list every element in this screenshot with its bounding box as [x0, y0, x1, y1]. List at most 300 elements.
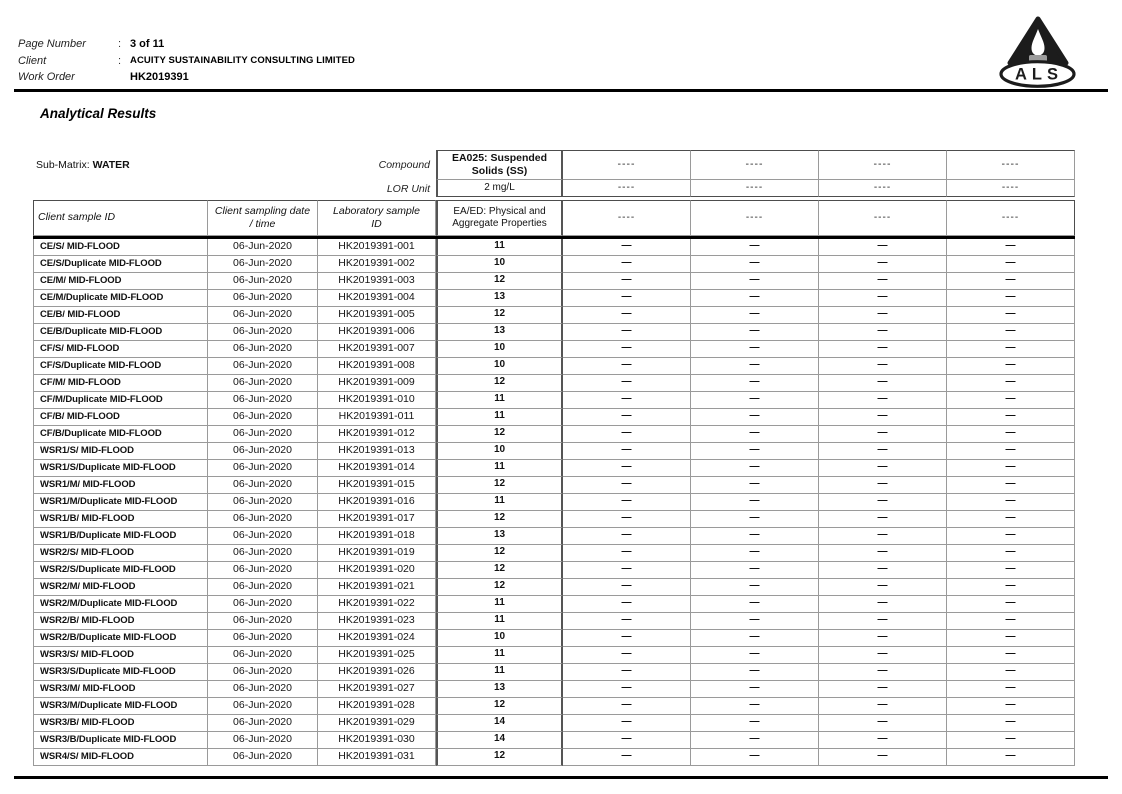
- empty-result-cell: —: [947, 511, 1075, 528]
- table-row: [33, 647, 1075, 664]
- laboratory-sample-id-cell: HK2019391-028: [318, 698, 436, 715]
- empty-result-cell: —: [691, 630, 819, 647]
- empty-result-cell: —: [691, 256, 819, 273]
- client-sampling-date-cell: 06-Jun-2020: [208, 256, 318, 273]
- empty-result-cell: —: [691, 239, 819, 256]
- empty-result-cell: —: [563, 511, 691, 528]
- result-cell: 13: [436, 681, 563, 698]
- empty-result-cell: —: [691, 392, 819, 409]
- compound-name-cell: ----: [947, 150, 1075, 180]
- client-sampling-date-cell: 06-Jun-2020: [208, 545, 318, 562]
- empty-result-cell: —: [563, 749, 691, 766]
- empty-result-cell: —: [563, 681, 691, 698]
- sub-matrix-label: Sub-Matrix:: [36, 159, 90, 171]
- empty-result-cell: —: [819, 545, 947, 562]
- empty-result-cell: —: [947, 324, 1075, 341]
- empty-result-cell: —: [563, 392, 691, 409]
- empty-result-cell: —: [691, 443, 819, 460]
- als-logo-text: ALS: [1015, 65, 1063, 84]
- client-sampling-date-cell: 06-Jun-2020: [208, 324, 318, 341]
- empty-result-cell: —: [691, 409, 819, 426]
- empty-result-cell: —: [691, 341, 819, 358]
- empty-result-cell: —: [947, 681, 1075, 698]
- client-line: [18, 53, 355, 70]
- empty-result-cell: —: [947, 256, 1075, 273]
- empty-result-cell: —: [691, 596, 819, 613]
- empty-result-cell: —: [819, 460, 947, 477]
- table-row: [33, 562, 1075, 579]
- empty-result-cell: —: [691, 528, 819, 545]
- sampling-date-header-line1: Client sampling date: [214, 204, 311, 217]
- table-row: [33, 630, 1075, 647]
- empty-result-cell: —: [563, 698, 691, 715]
- result-cell: 12: [436, 511, 563, 528]
- empty-result-cell: —: [563, 443, 691, 460]
- empty-result-cell: —: [691, 375, 819, 392]
- client-sampling-date-cell: 06-Jun-2020: [208, 239, 318, 256]
- table-row: [33, 392, 1075, 409]
- client-sample-id-cell: CE/B/Duplicate MID-FLOOD: [33, 324, 208, 341]
- client-sample-id-cell: WSR2/S/Duplicate MID-FLOOD: [33, 562, 208, 579]
- laboratory-sample-id-cell: HK2019391-025: [318, 647, 436, 664]
- lor-row-label: LOR Unit: [386, 182, 430, 195]
- method-group-cell: ----: [819, 200, 947, 236]
- table-row: [33, 545, 1075, 562]
- method-group-cell: EA/ED: Physical and Aggregate Properties: [436, 200, 563, 236]
- empty-result-cell: —: [819, 647, 947, 664]
- als-logo: [998, 14, 1076, 88]
- empty-result-cell: —: [819, 375, 947, 392]
- empty-result-cell: —: [819, 664, 947, 681]
- empty-result-cell: —: [947, 579, 1075, 596]
- client-sample-id-cell: WSR1/S/ MID-FLOOD: [33, 443, 208, 460]
- result-cell: 12: [436, 579, 563, 596]
- empty-result-cell: —: [563, 545, 691, 562]
- result-cell: 12: [436, 749, 563, 766]
- table-row: [33, 528, 1075, 545]
- result-cell: 11: [436, 664, 563, 681]
- client-sample-id-cell: CF/M/ MID-FLOOD: [33, 375, 208, 392]
- empty-result-cell: —: [947, 596, 1075, 613]
- empty-result-cell: —: [819, 630, 947, 647]
- table-row: [33, 511, 1075, 528]
- client-sample-id-cell: CF/S/Duplicate MID-FLOOD: [33, 358, 208, 375]
- empty-result-cell: —: [691, 698, 819, 715]
- empty-result-cell: —: [819, 579, 947, 596]
- sub-matrix-value: WATER: [92, 159, 130, 171]
- laboratory-sample-id-cell: HK2019391-030: [318, 732, 436, 749]
- client-sampling-date-cell: 06-Jun-2020: [208, 647, 318, 664]
- client-sample-id-cell: WSR1/M/Duplicate MID-FLOOD: [33, 494, 208, 511]
- work-order-label: Work Order: [18, 71, 75, 84]
- compound-name-cell: ----: [563, 150, 691, 180]
- empty-result-cell: —: [947, 749, 1075, 766]
- client-sample-id-cell: WSR3/M/Duplicate MID-FLOOD: [33, 698, 208, 715]
- empty-result-cell: —: [691, 290, 819, 307]
- method-group-cell: ----: [691, 200, 819, 236]
- laboratory-sample-id-cell: HK2019391-011: [318, 409, 436, 426]
- result-cell: 11: [436, 596, 563, 613]
- empty-result-cell: —: [691, 273, 819, 290]
- empty-result-cell: —: [563, 460, 691, 477]
- empty-result-cell: —: [819, 749, 947, 766]
- empty-result-cell: —: [819, 698, 947, 715]
- laboratory-sample-id-cell: HK2019391-005: [318, 307, 436, 324]
- table-row: [33, 239, 1075, 256]
- empty-result-cell: —: [691, 613, 819, 630]
- empty-result-cell: —: [947, 273, 1075, 290]
- empty-result-cell: —: [691, 579, 819, 596]
- empty-result-cell: —: [947, 443, 1075, 460]
- empty-result-cell: —: [947, 613, 1075, 630]
- laboratory-sample-id-cell: HK2019391-029: [318, 715, 436, 732]
- table-row: [33, 596, 1075, 613]
- empty-result-cell: —: [819, 409, 947, 426]
- client-sampling-date-cell: 06-Jun-2020: [208, 307, 318, 324]
- empty-result-cell: —: [819, 681, 947, 698]
- empty-result-cell: —: [819, 528, 947, 545]
- table-body: [33, 239, 1075, 766]
- empty-result-cell: —: [819, 426, 947, 443]
- client-sampling-date-cell: 06-Jun-2020: [208, 749, 318, 766]
- empty-result-cell: —: [947, 664, 1075, 681]
- empty-result-cell: —: [819, 596, 947, 613]
- laboratory-sample-id-cell: HK2019391-027: [318, 681, 436, 698]
- result-cell: 13: [436, 324, 563, 341]
- result-cell: 12: [436, 426, 563, 443]
- lor-unit-cell: 2 mg/L: [436, 180, 563, 197]
- results-table: [33, 150, 1075, 766]
- result-cell: 12: [436, 273, 563, 290]
- lab-sample-id-header-line2: ID: [371, 218, 382, 230]
- client-sample-id-cell: WSR4/S/ MID-FLOOD: [33, 749, 208, 766]
- client-sampling-date-cell: 06-Jun-2020: [208, 341, 318, 358]
- compound-name-cell: ----: [819, 150, 947, 180]
- table-row: [33, 749, 1075, 766]
- result-cell: 14: [436, 732, 563, 749]
- client-sample-id-cell: WSR2/B/Duplicate MID-FLOOD: [33, 630, 208, 647]
- empty-result-cell: —: [563, 528, 691, 545]
- laboratory-sample-id-cell: HK2019391-012: [318, 426, 436, 443]
- lor-unit-cell: ----: [563, 180, 691, 197]
- client-sample-id-cell: CF/M/Duplicate MID-FLOOD: [33, 392, 208, 409]
- client-sample-id-cell: CE/M/ MID-FLOOD: [33, 273, 208, 290]
- empty-result-cell: —: [691, 664, 819, 681]
- empty-result-cell: —: [819, 562, 947, 579]
- result-cell: 10: [436, 256, 563, 273]
- laboratory-sample-id-cell: HK2019391-019: [318, 545, 436, 562]
- sub-matrix: [36, 159, 130, 171]
- empty-result-cell: —: [563, 613, 691, 630]
- client-sampling-date-cell: 06-Jun-2020: [208, 375, 318, 392]
- laboratory-sample-id-cell: HK2019391-014: [318, 460, 436, 477]
- result-cell: 11: [436, 239, 563, 256]
- empty-result-cell: —: [947, 426, 1075, 443]
- empty-result-cell: —: [691, 545, 819, 562]
- empty-result-cell: —: [819, 732, 947, 749]
- client-sampling-date-cell: 06-Jun-2020: [208, 443, 318, 460]
- laboratory-sample-id-cell: HK2019391-008: [318, 358, 436, 375]
- client-sample-id-cell: CE/S/Duplicate MID-FLOOD: [33, 256, 208, 273]
- empty-result-cell: —: [563, 290, 691, 307]
- lor-unit-cell: ----: [947, 180, 1075, 197]
- table-row: [33, 443, 1075, 460]
- laboratory-sample-id-cell: HK2019391-003: [318, 273, 436, 290]
- section-title: Analytical Results: [40, 106, 157, 121]
- table-row: [33, 664, 1075, 681]
- result-cell: 10: [436, 443, 563, 460]
- table-row: [33, 375, 1075, 392]
- page-number-value: 3 of 11: [130, 38, 165, 51]
- empty-result-cell: —: [947, 375, 1075, 392]
- empty-result-cell: —: [947, 562, 1075, 579]
- page-header: [18, 36, 355, 86]
- result-cell: 12: [436, 375, 563, 392]
- laboratory-sample-id-cell: HK2019391-006: [318, 324, 436, 341]
- empty-result-cell: —: [947, 460, 1075, 477]
- empty-result-cell: —: [947, 307, 1075, 324]
- client-sample-id-cell: WSR3/S/Duplicate MID-FLOOD: [33, 664, 208, 681]
- client-sampling-date-cell: 06-Jun-2020: [208, 409, 318, 426]
- empty-result-cell: —: [947, 239, 1075, 256]
- client-sample-id-cell: CE/M/Duplicate MID-FLOOD: [33, 290, 208, 307]
- header-rule: [14, 89, 1108, 92]
- empty-result-cell: —: [563, 477, 691, 494]
- lor-unit-cell: ----: [819, 180, 947, 197]
- empty-result-cell: —: [563, 409, 691, 426]
- colon: :: [118, 38, 122, 51]
- client-sample-id-cell: WSR2/S/ MID-FLOOD: [33, 545, 208, 562]
- result-cell: 10: [436, 630, 563, 647]
- table-row: [33, 494, 1075, 511]
- client-sample-id-cell: WSR3/B/ MID-FLOOD: [33, 715, 208, 732]
- laboratory-sample-id-cell: HK2019391-023: [318, 613, 436, 630]
- result-cell: 11: [436, 494, 563, 511]
- client-sampling-date-cell: 06-Jun-2020: [208, 528, 318, 545]
- table-row: [33, 715, 1075, 732]
- empty-result-cell: —: [563, 307, 691, 324]
- table-row: [33, 732, 1075, 749]
- page-number-line: [18, 36, 355, 53]
- empty-result-cell: —: [691, 460, 819, 477]
- empty-result-cell: —: [691, 647, 819, 664]
- result-cell: 12: [436, 698, 563, 715]
- result-cell: 12: [436, 562, 563, 579]
- laboratory-sample-id-cell: HK2019391-020: [318, 562, 436, 579]
- empty-result-cell: —: [563, 630, 691, 647]
- page-number-label: Page Number: [18, 38, 86, 51]
- result-cell: 12: [436, 545, 563, 562]
- empty-result-cell: —: [947, 409, 1075, 426]
- table-row: [33, 324, 1075, 341]
- empty-result-cell: —: [691, 324, 819, 341]
- empty-result-cell: —: [819, 511, 947, 528]
- client-sample-id-cell: CE/B/ MID-FLOOD: [33, 307, 208, 324]
- client-sample-id-cell: CF/S/ MID-FLOOD: [33, 341, 208, 358]
- work-order-line: [18, 69, 355, 86]
- client-sampling-date-cell: 06-Jun-2020: [208, 426, 318, 443]
- client-sample-id-cell: WSR3/M/ MID-FLOOD: [33, 681, 208, 698]
- client-sampling-date-cell: 06-Jun-2020: [208, 596, 318, 613]
- result-cell: 13: [436, 290, 563, 307]
- empty-result-cell: —: [947, 732, 1075, 749]
- footer-rule: [14, 776, 1108, 779]
- empty-result-cell: —: [819, 324, 947, 341]
- empty-result-cell: —: [819, 477, 947, 494]
- client-sample-id-cell: WSR2/M/Duplicate MID-FLOOD: [33, 596, 208, 613]
- client-sample-id-cell: WSR1/M/ MID-FLOOD: [33, 477, 208, 494]
- empty-result-cell: —: [563, 715, 691, 732]
- lor-unit-row: [33, 180, 1075, 197]
- empty-result-cell: —: [563, 426, 691, 443]
- empty-result-cell: —: [563, 256, 691, 273]
- sampling-date-header-line2: / time: [249, 218, 276, 230]
- table-row: [33, 341, 1075, 358]
- compound-name-cell: EA025: Suspended Solids (SS): [436, 150, 563, 180]
- laboratory-sample-id-cell: HK2019391-024: [318, 630, 436, 647]
- empty-result-cell: —: [691, 732, 819, 749]
- empty-result-cell: —: [691, 749, 819, 766]
- client-sampling-date-cell: 06-Jun-2020: [208, 562, 318, 579]
- client-sample-id-cell: WSR1/B/Duplicate MID-FLOOD: [33, 528, 208, 545]
- compound-row-label: Compound: [378, 159, 430, 171]
- empty-result-cell: —: [819, 290, 947, 307]
- empty-result-cell: —: [947, 698, 1075, 715]
- client-sampling-date-cell: 06-Jun-2020: [208, 392, 318, 409]
- table-row: [33, 409, 1075, 426]
- empty-result-cell: —: [819, 715, 947, 732]
- client-sample-id-cell: WSR1/B/ MID-FLOOD: [33, 511, 208, 528]
- laboratory-sample-id-cell: HK2019391-004: [318, 290, 436, 307]
- empty-result-cell: —: [947, 715, 1075, 732]
- client-sample-id-cell: CF/B/Duplicate MID-FLOOD: [33, 426, 208, 443]
- client-sampling-date-cell: 06-Jun-2020: [208, 579, 318, 596]
- empty-result-cell: —: [819, 392, 947, 409]
- empty-result-cell: —: [691, 715, 819, 732]
- empty-result-cell: —: [691, 562, 819, 579]
- client-sample-id-header: Client sample ID: [33, 200, 208, 236]
- empty-result-cell: —: [563, 579, 691, 596]
- result-cell: 13: [436, 528, 563, 545]
- empty-result-cell: —: [819, 341, 947, 358]
- client-sample-id-cell: WSR2/M/ MID-FLOOD: [33, 579, 208, 596]
- empty-result-cell: —: [563, 664, 691, 681]
- result-cell: 14: [436, 715, 563, 732]
- laboratory-sample-id-cell: HK2019391-026: [318, 664, 436, 681]
- table-row: [33, 460, 1075, 477]
- empty-result-cell: —: [819, 613, 947, 630]
- table-row: [33, 613, 1075, 630]
- table-row: [33, 579, 1075, 596]
- empty-result-cell: —: [563, 273, 691, 290]
- laboratory-sample-id-cell: HK2019391-010: [318, 392, 436, 409]
- empty-result-cell: —: [819, 256, 947, 273]
- client-sampling-date-cell: 06-Jun-2020: [208, 460, 318, 477]
- empty-result-cell: —: [947, 494, 1075, 511]
- lab-sample-id-header: [318, 200, 436, 236]
- table-row: [33, 681, 1075, 698]
- table-row: [33, 477, 1075, 494]
- client-sampling-date-cell: 06-Jun-2020: [208, 477, 318, 494]
- client-sample-id-cell: CE/S/ MID-FLOOD: [33, 239, 208, 256]
- empty-result-cell: —: [691, 494, 819, 511]
- empty-result-cell: —: [563, 732, 691, 749]
- client-sampling-date-cell: 06-Jun-2020: [208, 273, 318, 290]
- client-sample-id-cell: WSR3/B/Duplicate MID-FLOOD: [33, 732, 208, 749]
- table-row: [33, 273, 1075, 290]
- client-value: ACUITY SUSTAINABILITY CONSULTING LIMITED: [130, 55, 355, 67]
- result-cell: 12: [436, 307, 563, 324]
- lab-sample-id-header-line1: Laboratory sample: [333, 204, 420, 217]
- lor-label-area: [33, 180, 436, 197]
- laboratory-sample-id-cell: HK2019391-009: [318, 375, 436, 392]
- empty-result-cell: —: [691, 477, 819, 494]
- laboratory-sample-id-cell: HK2019391-016: [318, 494, 436, 511]
- result-cell: 11: [436, 392, 563, 409]
- empty-result-cell: —: [947, 545, 1075, 562]
- empty-result-cell: —: [563, 341, 691, 358]
- client-sampling-date-cell: 06-Jun-2020: [208, 613, 318, 630]
- empty-result-cell: —: [819, 273, 947, 290]
- laboratory-sample-id-cell: HK2019391-015: [318, 477, 436, 494]
- client-sample-id-cell: WSR1/S/Duplicate MID-FLOOD: [33, 460, 208, 477]
- empty-result-cell: —: [563, 596, 691, 613]
- work-order-value: HK2019391: [130, 71, 189, 84]
- empty-result-cell: —: [947, 392, 1075, 409]
- empty-result-cell: —: [819, 239, 947, 256]
- empty-result-cell: —: [691, 681, 819, 698]
- empty-result-cell: —: [947, 341, 1075, 358]
- client-sampling-date-cell: 06-Jun-2020: [208, 494, 318, 511]
- laboratory-sample-id-cell: HK2019391-001: [318, 239, 436, 256]
- empty-result-cell: —: [691, 511, 819, 528]
- client-sampling-date-cell: 06-Jun-2020: [208, 732, 318, 749]
- client-sampling-date-cell: 06-Jun-2020: [208, 664, 318, 681]
- empty-result-cell: —: [947, 528, 1075, 545]
- laboratory-sample-id-cell: HK2019391-007: [318, 341, 436, 358]
- lor-unit-cell: ----: [691, 180, 819, 197]
- empty-result-cell: —: [819, 358, 947, 375]
- table-row: [33, 307, 1075, 324]
- result-cell: 10: [436, 358, 563, 375]
- laboratory-sample-id-cell: HK2019391-017: [318, 511, 436, 528]
- empty-result-cell: —: [563, 562, 691, 579]
- colon: :: [118, 54, 122, 67]
- client-sample-id-cell: CF/B/ MID-FLOOD: [33, 409, 208, 426]
- client-sampling-date-cell: 06-Jun-2020: [208, 358, 318, 375]
- client-label: Client: [18, 54, 47, 67]
- compound-name-cell: ----: [691, 150, 819, 180]
- result-cell: 11: [436, 409, 563, 426]
- empty-result-cell: —: [691, 426, 819, 443]
- empty-result-cell: —: [947, 290, 1075, 307]
- empty-result-cell: —: [947, 358, 1075, 375]
- client-sampling-date-cell: 06-Jun-2020: [208, 630, 318, 647]
- empty-result-cell: —: [947, 647, 1075, 664]
- client-sampling-date-cell: 06-Jun-2020: [208, 715, 318, 732]
- client-sampling-date-cell: 06-Jun-2020: [208, 511, 318, 528]
- laboratory-sample-id-cell: HK2019391-031: [318, 749, 436, 766]
- empty-result-cell: —: [819, 494, 947, 511]
- laboratory-sample-id-cell: HK2019391-021: [318, 579, 436, 596]
- empty-result-cell: —: [691, 307, 819, 324]
- laboratory-sample-id-cell: HK2019391-002: [318, 256, 436, 273]
- laboratory-sample-id-cell: HK2019391-018: [318, 528, 436, 545]
- client-sampling-date-cell: 06-Jun-2020: [208, 698, 318, 715]
- method-group-cell: ----: [563, 200, 691, 236]
- result-cell: 11: [436, 613, 563, 630]
- column-header-row: [33, 200, 1075, 236]
